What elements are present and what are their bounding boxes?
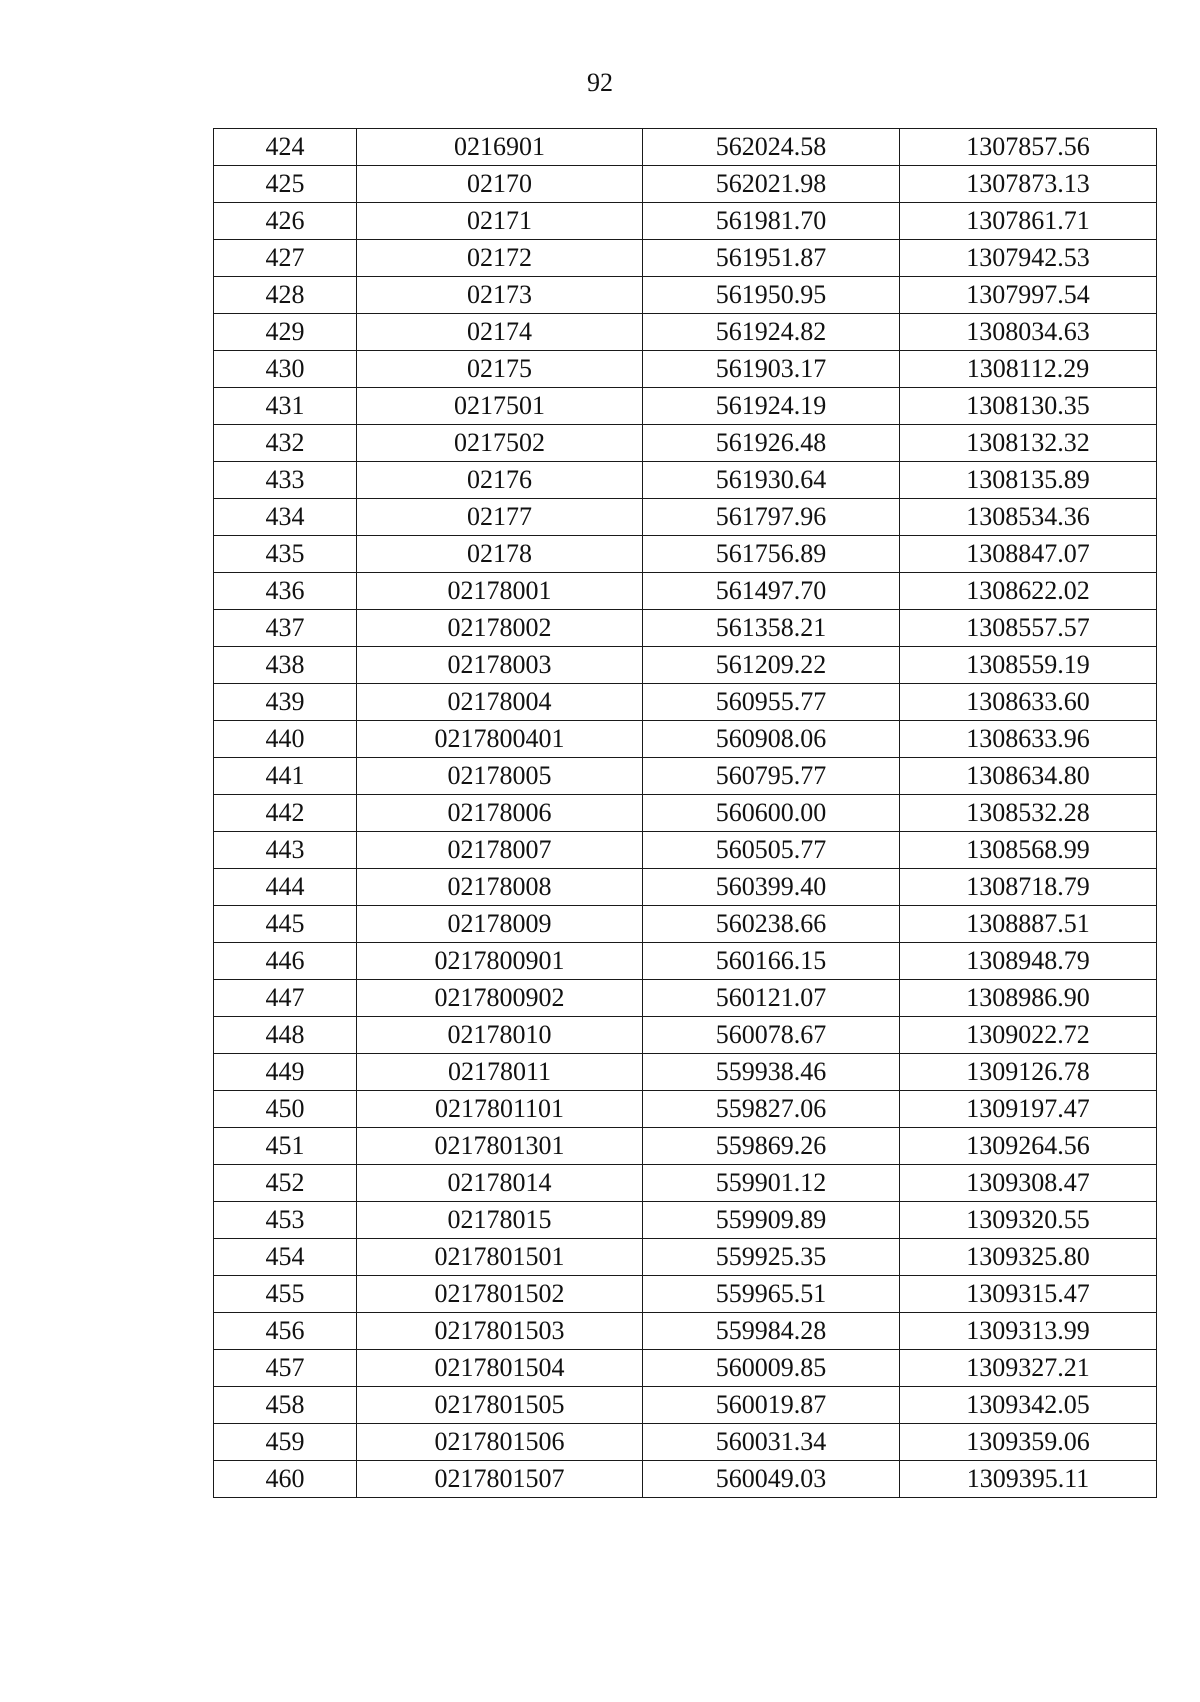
point-code-cell: 02178005	[357, 758, 643, 795]
x-coordinate-cell: 560505.77	[643, 832, 900, 869]
y-coordinate-cell: 1309395.11	[900, 1461, 1157, 1498]
row-number-cell: 443	[214, 832, 357, 869]
point-code-cell: 0216901	[357, 129, 643, 166]
x-coordinate-cell: 559938.46	[643, 1054, 900, 1091]
y-coordinate-cell: 1309197.47	[900, 1091, 1157, 1128]
y-coordinate-cell: 1307873.13	[900, 166, 1157, 203]
y-coordinate-cell: 1309315.47	[900, 1276, 1157, 1313]
row-number-cell: 460	[214, 1461, 357, 1498]
row-number-cell: 457	[214, 1350, 357, 1387]
x-coordinate-cell: 559925.35	[643, 1239, 900, 1276]
row-number-cell: 432	[214, 425, 357, 462]
x-coordinate-cell: 560019.87	[643, 1387, 900, 1424]
x-coordinate-cell: 560399.40	[643, 869, 900, 906]
row-number-cell: 438	[214, 647, 357, 684]
x-coordinate-cell: 559909.89	[643, 1202, 900, 1239]
point-code-cell: 0217801505	[357, 1387, 643, 1424]
table-row	[214, 203, 1157, 240]
y-coordinate-cell: 1308887.51	[900, 906, 1157, 943]
x-coordinate-cell: 560078.67	[643, 1017, 900, 1054]
x-coordinate-cell: 559965.51	[643, 1276, 900, 1313]
row-number-cell: 454	[214, 1239, 357, 1276]
y-coordinate-cell: 1308130.35	[900, 388, 1157, 425]
y-coordinate-cell: 1308633.60	[900, 684, 1157, 721]
y-coordinate-cell: 1308847.07	[900, 536, 1157, 573]
x-coordinate-cell: 561924.19	[643, 388, 900, 425]
point-code-cell: 02178011	[357, 1054, 643, 1091]
y-coordinate-cell: 1308948.79	[900, 943, 1157, 980]
row-number-cell: 425	[214, 166, 357, 203]
x-coordinate-cell: 561981.70	[643, 203, 900, 240]
y-coordinate-cell: 1308718.79	[900, 869, 1157, 906]
point-code-cell: 02178009	[357, 906, 643, 943]
x-coordinate-cell: 559869.26	[643, 1128, 900, 1165]
row-number-cell: 436	[214, 573, 357, 610]
point-code-cell: 0217800401	[357, 721, 643, 758]
y-coordinate-cell: 1308132.32	[900, 425, 1157, 462]
table-row	[214, 462, 1157, 499]
row-number-cell: 455	[214, 1276, 357, 1313]
point-code-cell: 0217800902	[357, 980, 643, 1017]
x-coordinate-cell: 561209.22	[643, 647, 900, 684]
row-number-cell: 450	[214, 1091, 357, 1128]
table-row	[214, 1461, 1157, 1498]
point-code-cell: 02178002	[357, 610, 643, 647]
x-coordinate-cell: 560166.15	[643, 943, 900, 980]
y-coordinate-cell: 1308034.63	[900, 314, 1157, 351]
point-code-cell: 0217801501	[357, 1239, 643, 1276]
x-coordinate-cell: 561930.64	[643, 462, 900, 499]
table-row	[214, 351, 1157, 388]
point-code-cell: 0217801504	[357, 1350, 643, 1387]
y-coordinate-cell: 1309264.56	[900, 1128, 1157, 1165]
point-code-cell: 0217801506	[357, 1424, 643, 1461]
row-number-cell: 433	[214, 462, 357, 499]
x-coordinate-cell: 561903.17	[643, 351, 900, 388]
y-coordinate-cell: 1307857.56	[900, 129, 1157, 166]
row-number-cell: 448	[214, 1017, 357, 1054]
x-coordinate-cell: 559901.12	[643, 1165, 900, 1202]
table-row	[214, 1387, 1157, 1424]
point-code-cell: 0217801503	[357, 1313, 643, 1350]
row-number-cell: 445	[214, 906, 357, 943]
y-coordinate-cell: 1307861.71	[900, 203, 1157, 240]
point-code-cell: 0217801502	[357, 1276, 643, 1313]
y-coordinate-cell: 1307942.53	[900, 240, 1157, 277]
point-code-cell: 02175	[357, 351, 643, 388]
x-coordinate-cell: 561497.70	[643, 573, 900, 610]
table-row	[214, 1017, 1157, 1054]
table-row	[214, 129, 1157, 166]
row-number-cell: 456	[214, 1313, 357, 1350]
row-number-cell: 429	[214, 314, 357, 351]
table-row	[214, 758, 1157, 795]
table-row	[214, 1054, 1157, 1091]
y-coordinate-cell: 1308112.29	[900, 351, 1157, 388]
table-row	[214, 869, 1157, 906]
y-coordinate-cell: 1309327.21	[900, 1350, 1157, 1387]
point-code-cell: 02174	[357, 314, 643, 351]
table-row	[214, 943, 1157, 980]
row-number-cell: 435	[214, 536, 357, 573]
table-row	[214, 832, 1157, 869]
y-coordinate-cell: 1308568.99	[900, 832, 1157, 869]
table-row	[214, 906, 1157, 943]
row-number-cell: 441	[214, 758, 357, 795]
y-coordinate-cell: 1309313.99	[900, 1313, 1157, 1350]
row-number-cell: 424	[214, 129, 357, 166]
y-coordinate-cell: 1307997.54	[900, 277, 1157, 314]
x-coordinate-cell: 561926.48	[643, 425, 900, 462]
row-number-cell: 431	[214, 388, 357, 425]
table-row	[214, 721, 1157, 758]
point-code-cell: 02177	[357, 499, 643, 536]
table-row	[214, 314, 1157, 351]
x-coordinate-cell: 560121.07	[643, 980, 900, 1017]
row-number-cell: 428	[214, 277, 357, 314]
y-coordinate-cell: 1309126.78	[900, 1054, 1157, 1091]
point-code-cell: 02178010	[357, 1017, 643, 1054]
row-number-cell: 451	[214, 1128, 357, 1165]
row-number-cell: 446	[214, 943, 357, 980]
point-code-cell: 02172	[357, 240, 643, 277]
point-code-cell: 02178014	[357, 1165, 643, 1202]
table-row	[214, 610, 1157, 647]
x-coordinate-cell: 560238.66	[643, 906, 900, 943]
point-code-cell: 0217800901	[357, 943, 643, 980]
row-number-cell: 427	[214, 240, 357, 277]
point-code-cell: 02176	[357, 462, 643, 499]
y-coordinate-cell: 1309359.06	[900, 1424, 1157, 1461]
row-number-cell: 458	[214, 1387, 357, 1424]
y-coordinate-cell: 1309325.80	[900, 1239, 1157, 1276]
table-row	[214, 499, 1157, 536]
point-code-cell: 0217502	[357, 425, 643, 462]
x-coordinate-cell: 560600.00	[643, 795, 900, 832]
table-row	[214, 980, 1157, 1017]
point-code-cell: 02178001	[357, 573, 643, 610]
y-coordinate-cell: 1308557.57	[900, 610, 1157, 647]
point-code-cell: 0217801507	[357, 1461, 643, 1498]
row-number-cell: 447	[214, 980, 357, 1017]
table-row	[214, 647, 1157, 684]
row-number-cell: 434	[214, 499, 357, 536]
row-number-cell: 449	[214, 1054, 357, 1091]
point-code-cell: 02173	[357, 277, 643, 314]
x-coordinate-cell: 560009.85	[643, 1350, 900, 1387]
point-code-cell: 02178	[357, 536, 643, 573]
table-row	[214, 1091, 1157, 1128]
row-number-cell: 426	[214, 203, 357, 240]
table-row	[214, 1165, 1157, 1202]
x-coordinate-cell: 562021.98	[643, 166, 900, 203]
x-coordinate-cell: 562024.58	[643, 129, 900, 166]
table-row	[214, 1313, 1157, 1350]
coordinates-table	[213, 128, 1157, 1498]
table-row	[214, 1276, 1157, 1313]
table-row	[214, 240, 1157, 277]
x-coordinate-cell: 560795.77	[643, 758, 900, 795]
point-code-cell: 0217501	[357, 388, 643, 425]
y-coordinate-cell: 1309022.72	[900, 1017, 1157, 1054]
table-body	[214, 129, 1157, 1498]
point-code-cell: 02178003	[357, 647, 643, 684]
table-row	[214, 166, 1157, 203]
x-coordinate-cell: 561951.87	[643, 240, 900, 277]
row-number-cell: 440	[214, 721, 357, 758]
point-code-cell: 02178007	[357, 832, 643, 869]
row-number-cell: 452	[214, 1165, 357, 1202]
point-code-cell: 02178008	[357, 869, 643, 906]
y-coordinate-cell: 1308633.96	[900, 721, 1157, 758]
row-number-cell: 442	[214, 795, 357, 832]
x-coordinate-cell: 560908.06	[643, 721, 900, 758]
x-coordinate-cell: 561924.82	[643, 314, 900, 351]
table-row	[214, 795, 1157, 832]
row-number-cell: 437	[214, 610, 357, 647]
row-number-cell: 459	[214, 1424, 357, 1461]
point-code-cell: 02178015	[357, 1202, 643, 1239]
row-number-cell: 430	[214, 351, 357, 388]
point-code-cell: 0217801301	[357, 1128, 643, 1165]
y-coordinate-cell: 1308559.19	[900, 647, 1157, 684]
y-coordinate-cell: 1308135.89	[900, 462, 1157, 499]
page-number: 92	[587, 68, 613, 97]
point-code-cell: 02170	[357, 166, 643, 203]
point-code-cell: 02171	[357, 203, 643, 240]
table-row	[214, 388, 1157, 425]
table-row	[214, 1239, 1157, 1276]
y-coordinate-cell: 1308622.02	[900, 573, 1157, 610]
x-coordinate-cell: 560031.34	[643, 1424, 900, 1461]
point-code-cell: 0217801101	[357, 1091, 643, 1128]
y-coordinate-cell: 1308986.90	[900, 980, 1157, 1017]
table-row	[214, 536, 1157, 573]
y-coordinate-cell: 1308534.36	[900, 499, 1157, 536]
x-coordinate-cell: 560049.03	[643, 1461, 900, 1498]
x-coordinate-cell: 561756.89	[643, 536, 900, 573]
y-coordinate-cell: 1309342.05	[900, 1387, 1157, 1424]
table-row	[214, 425, 1157, 462]
y-coordinate-cell: 1309320.55	[900, 1202, 1157, 1239]
table-row	[214, 277, 1157, 314]
table-row	[214, 1128, 1157, 1165]
x-coordinate-cell: 561950.95	[643, 277, 900, 314]
row-number-cell: 439	[214, 684, 357, 721]
table-row	[214, 1424, 1157, 1461]
y-coordinate-cell: 1308532.28	[900, 795, 1157, 832]
point-code-cell: 02178006	[357, 795, 643, 832]
x-coordinate-cell: 561797.96	[643, 499, 900, 536]
x-coordinate-cell: 561358.21	[643, 610, 900, 647]
point-code-cell: 02178004	[357, 684, 643, 721]
table-row	[214, 1350, 1157, 1387]
y-coordinate-cell: 1309308.47	[900, 1165, 1157, 1202]
y-coordinate-cell: 1308634.80	[900, 758, 1157, 795]
x-coordinate-cell: 560955.77	[643, 684, 900, 721]
x-coordinate-cell: 559827.06	[643, 1091, 900, 1128]
x-coordinate-cell: 559984.28	[643, 1313, 900, 1350]
table-row	[214, 573, 1157, 610]
table-row	[214, 684, 1157, 721]
row-number-cell: 453	[214, 1202, 357, 1239]
table-row	[214, 1202, 1157, 1239]
row-number-cell: 444	[214, 869, 357, 906]
